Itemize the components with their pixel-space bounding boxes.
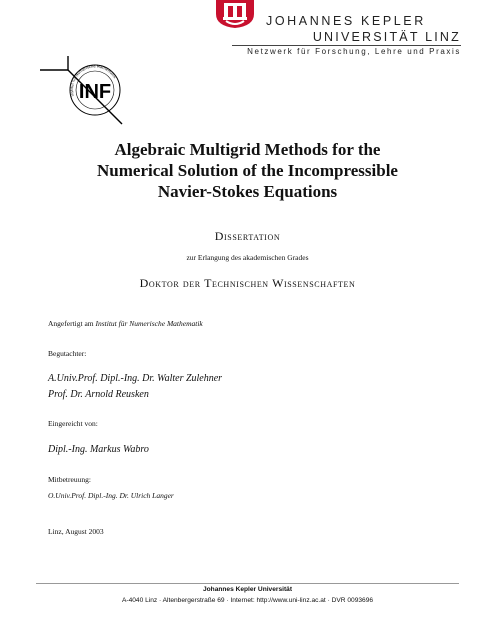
jku-logo	[210, 0, 260, 28]
footer-divider	[36, 583, 459, 584]
prepared-at-institute: Institut für Numerische Mathematik	[95, 319, 203, 328]
reviewer-name: A.Univ.Prof. Dipl.-Ing. Dr. Walter Zulehner	[48, 373, 223, 384]
cosupervisor-name: O.Univ.Prof. Dipl.-Ing. Dr. Ulrich Langer	[48, 491, 174, 500]
thesis-title-line2: Numerical Solution of the Incompressible	[97, 161, 398, 180]
header-divider	[232, 45, 461, 46]
footer-address: A-4040 Linz · Altenbergerstraße 69 · Internet: http://www.uni-linz.ac.at · DVR 0093696	[121, 597, 374, 604]
thesis-title-line1: Algebraic Multigrid Methods for the	[114, 140, 381, 159]
document-type: Dissertation	[214, 229, 281, 243]
institute-logo-ring-text: Institut für Numerische Mathematik	[69, 64, 117, 97]
cosupervision-label: Mitbetreuung:	[48, 475, 91, 484]
reviewer-name: Prof. Dr. Arnold Reusken	[48, 389, 149, 400]
institute-logo-wordmark: INF	[78, 81, 112, 103]
thesis-title-line3: Navier-Stokes Equations	[157, 182, 338, 201]
footer-university-name: Johannes Kepler Universität	[202, 586, 293, 593]
reviewers-label: Begutachter:	[48, 349, 87, 358]
place-and-date: Linz, August 2003	[48, 527, 104, 536]
institute-logo	[40, 56, 140, 128]
university-name-line2: UNIVERSITÄT LINZ	[312, 30, 461, 44]
degree-name: Doktor der Technischen Wissenschaften	[139, 276, 356, 290]
thesis-title	[20, 139, 475, 202]
university-network-tagline: Netzwerk für Forschung, Lehre und Praxis	[247, 47, 461, 56]
prepared-at	[48, 319, 203, 328]
degree-purpose: zur Erlangung des akademischen Grades	[186, 253, 309, 262]
university-name-line1: JOHANNES KEPLER	[266, 14, 426, 28]
author-name: Dipl.-Ing. Markus Wabro	[48, 444, 149, 455]
submitted-by-label: Eingereicht von:	[48, 419, 98, 428]
prepared-at-prefix: Angefertigt am	[48, 319, 94, 328]
